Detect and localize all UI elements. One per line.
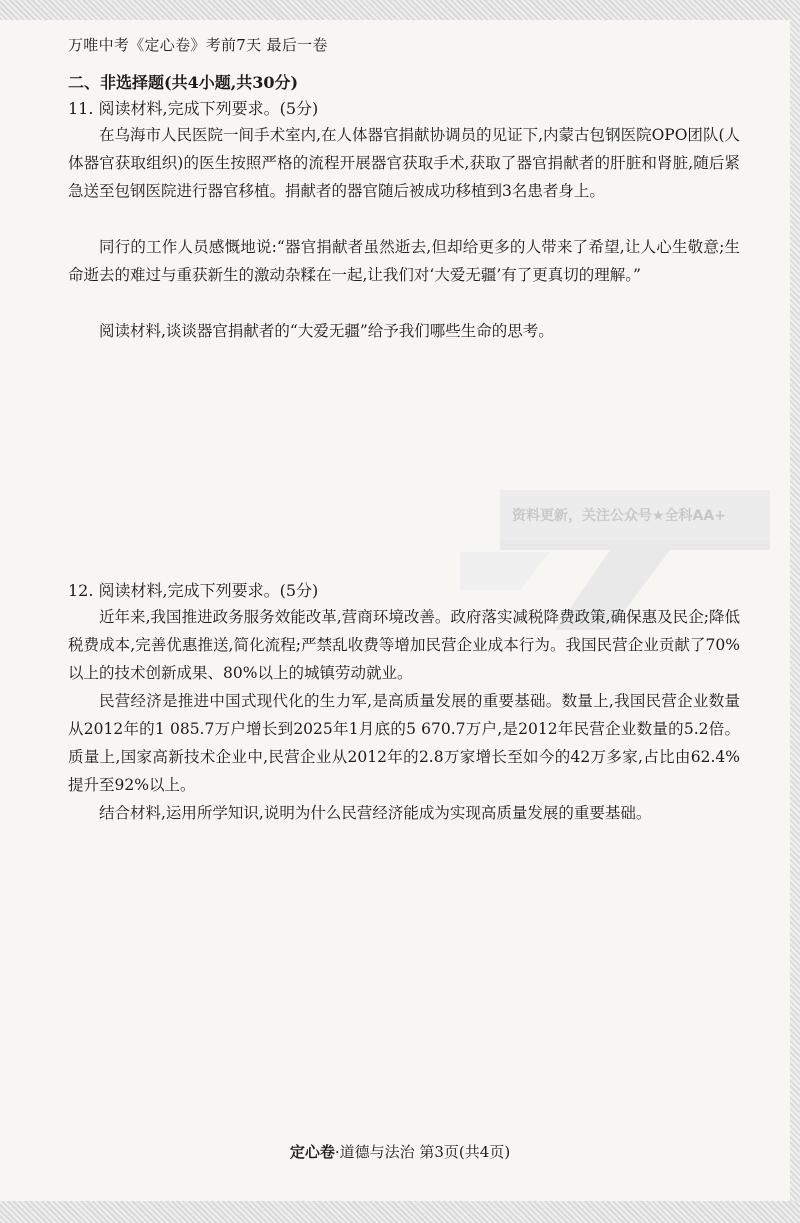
footer-brand: 定心卷 [289,1143,335,1161]
section-title: 二、非选择题(共4小题,共30分) [68,73,299,92]
question-11-prompt: 阅读材料,谈谈器官捐献者的“大爱无疆”给予我们哪些生命的思考。 [99,322,554,340]
page-footer [0,1141,800,1162]
footer-subject-page: ·道德与法治 第3页(共4页) [334,1143,511,1161]
question-12-paragraph-2: 民营经济是推进中国式现代化的生力军,是高质量发展的重要基础。数量上,我国民营企业数量从2012年的1 085.7万户增长到2025年1月底的5 670.7万户,是2012年民营企业数量的5.2倍。质量上,国家高新技术企业中,民营企业从2012年的2.8万家增长至如今的42万多家,占比由62.4%提升至92%以上。 [68,692,740,794]
question-12-title: 12. 阅读材料,完成下列要求。(5分) [68,581,319,600]
question-12-paragraph-1: 近年来,我国推进政务服务效能改革,营商环境改善。政府落实减税降费政策,确保惠及民企;降低税费成本,完善优惠推送,简化流程;严禁乱收费等增加民营企业成本行为。我国民营企业贡献了70%以上的技术创新成果、80%以上的城镇劳动就业。 [68,608,740,682]
question-11-paragraph-1: 在乌海市人民医院一间手术室内,在人体器官捐献协调员的见证下,内蒙古包钢医院OPO团队(人体器官获取组织)的医生按照严格的流程开展器官获取手术,获取了器官捐献者的肝脏和肾脏,随后紧急送至包钢医院进行器官移植。捐献者的器官随后被成功移植到3名患者身上。 [68,126,740,200]
question-11-title: 11. 阅读材料,完成下列要求。(5分) [68,99,319,118]
watermark-text: 资料更新，关注公众号★全科AA+ [512,508,726,524]
page-header: 万唯中考《定心卷》考前7天 最后一卷 [68,36,328,54]
question-11-paragraph-2: 同行的工作人员感慨地说:“器官捐献者虽然逝去,但却给更多的人带来了希望,让人心生敬意;生命逝去的难过与重获新生的激动杂糅在一起,让我们对‘大爱无疆’有了更真切的理解。” [68,238,740,284]
question-12-prompt: 结合材料,运用所学知识,说明为什么民营经济能成为实现高质量发展的重要基础。 [99,804,652,822]
